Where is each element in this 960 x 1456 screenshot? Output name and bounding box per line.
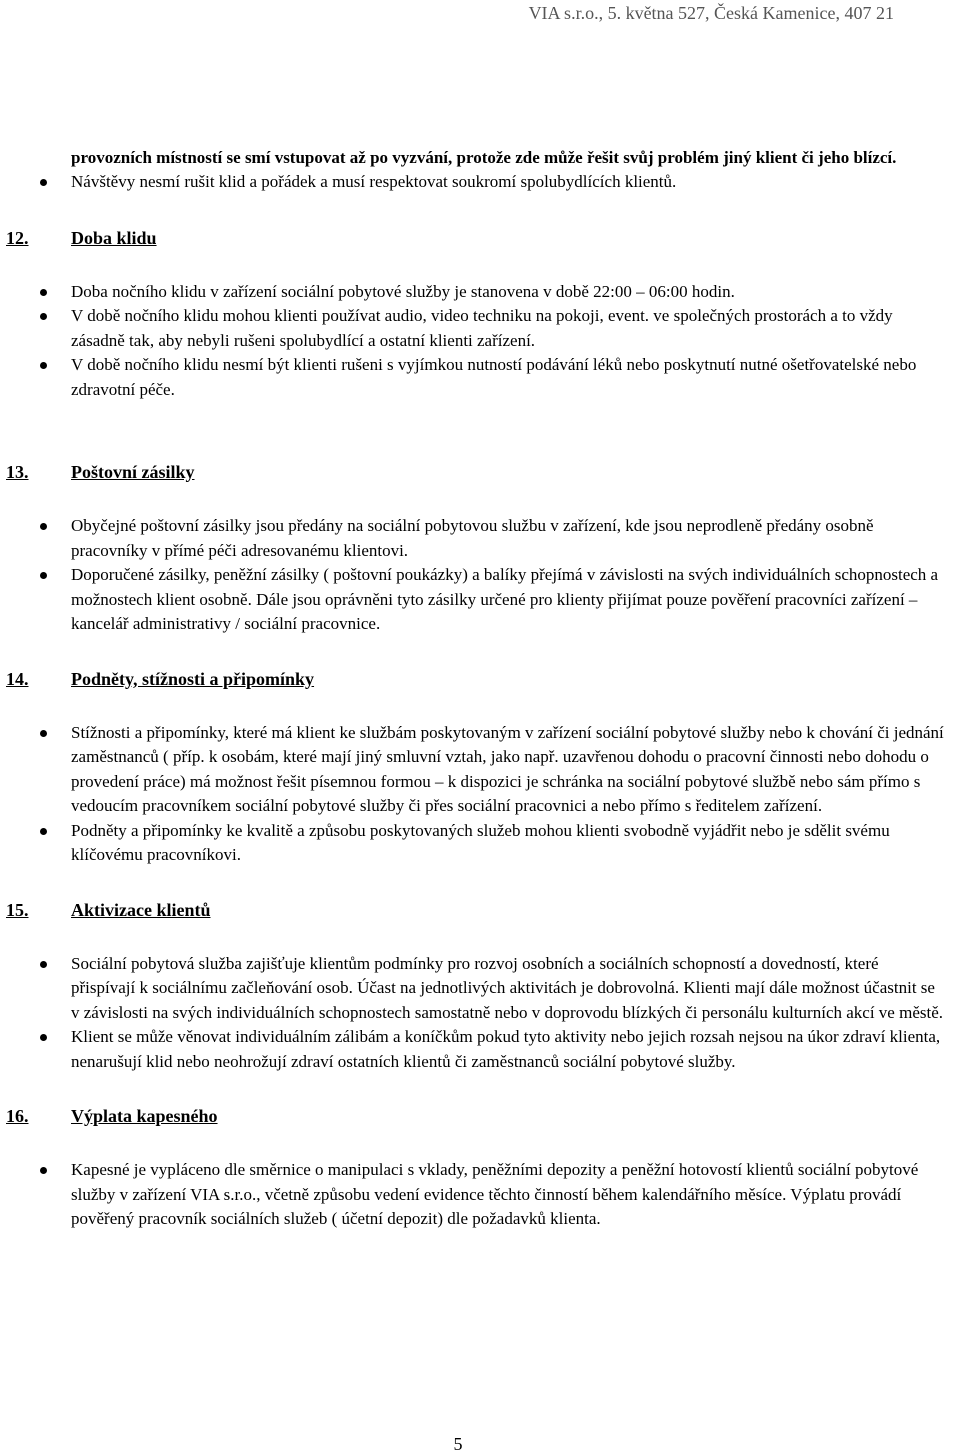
section-number: 16. xyxy=(6,1106,29,1126)
section-heading xyxy=(0,226,960,250)
bullet-item: Doporučené zásilky, peněžní zásilky ( poštovní poukázky) a balíky přejímá v závislosti na svých individuálních schopnostech a možnostech klient osobně. Dále jsou oprávněni tyto zásilky určené pro klienty přijímat pouze pověření pracovníci zařízení – kancelář administrativy / sociální pracovnice. xyxy=(0,563,945,637)
page-header: VIA s.r.o., 5. května 527, Česká Kamenice, 407 21 xyxy=(528,3,894,23)
section-heading xyxy=(0,460,960,484)
section-bullets xyxy=(0,1158,960,1232)
section-title: Aktivizace klientů xyxy=(71,899,211,920)
section-title: Podněty, stížnosti a připomínky xyxy=(71,668,315,689)
section-title: Poštovní zásilky xyxy=(71,462,195,482)
intro-lead: provozních místností se smí vstupovat až po vyzvání, protože zde může řešit svůj problém jiný klient či jeho blízcí. xyxy=(71,148,897,167)
bullet-item: Klient se může věnovat individuálním zálibám a koníčkům pokud tyto aktivity nebo jejich rozsah nejsou na úkor zdraví klienta, nenarušují klid nebo neohrožují zdraví ostatních klientů či zaměstnanců sociální pobytové služby. xyxy=(0,1025,945,1074)
intro-bullets xyxy=(0,170,960,195)
bullet-icon xyxy=(40,1034,47,1041)
page-number: 5 xyxy=(453,1434,463,1454)
section-title: Doba klidu xyxy=(71,227,157,248)
section-bullets xyxy=(0,952,960,1075)
bullet-icon xyxy=(40,313,47,320)
section-number: 12. xyxy=(6,227,29,248)
section-bullets xyxy=(0,721,960,868)
section-bullets xyxy=(0,514,960,637)
bullet-item: Kapesné je vypláceno dle směrnice o manipulaci s vklady, peněžními depozity a peněžní hotovostí klientů sociální pobytové služby v zařízení VIA s.r.o., včetně způsobu vedení evidence těchto činností během kalendářního měsíce. Výplatu provádí pověřený pracovník sociálních služeb ( účetní depozit) dle požadavků klienta. xyxy=(0,1158,945,1232)
section-title: Výplata kapesného xyxy=(71,1106,218,1126)
bullet-icon xyxy=(40,572,47,579)
bullet-item: Sociální pobytová služba zajišťuje klientům podmínky pro rozvoj osobních a sociálních schopností a dovedností, které přispívají k sociálnímu začleňování osob. Účast na jednotlivých aktivitách je dobrovolná. Klienti mají dále možnost účastnit se v závislosti na svých individuálních schopnostech samostatně nebo v doprovodu blízkých či personálu kulturních akcí ve městě. xyxy=(0,952,945,1026)
bullet-item: Návštěvy nesmí rušit klid a pořádek a musí respektovat soukromí spolubydlících klientů. xyxy=(0,170,945,195)
section-heading xyxy=(0,898,960,922)
bullet-icon xyxy=(40,523,47,530)
bullet-icon xyxy=(40,828,47,835)
section-number: 14. xyxy=(6,668,29,689)
bullet-item: Doba nočního klidu v zařízení sociální pobytové služby je stanovena v době 22:00 – 06:00 hodin. xyxy=(0,280,945,305)
section-heading xyxy=(0,1104,960,1128)
bullet-item: Stížnosti a připomínky, které má klient ke službám poskytovaným v zařízení sociální pobytové služby nebo k chování či jednání zaměstnanců ( příp. k osobám, které mají jiný smluvní vztah, jako např. uzavřenou dohodu o pracovní činnosti nebo dohodu o provedení práce) má možnost řešit písemnou formou – k dispozici je schránka na sociální pobytové službě nebo sám přímo s vedoucím pracovníkem sociální pobytové služby či přes sociální pracovnici a nebo přímo s ředitelem zařízení. xyxy=(0,721,945,819)
bullet-icon xyxy=(40,961,47,968)
bullet-icon xyxy=(40,730,47,737)
document-body xyxy=(0,146,960,1232)
bullet-item: V době nočního klidu nesmí být klienti rušeni s vyjímkou nutností podávání léků nebo poskytnutí nutné ošetřovatelské nebo zdravotní péče. xyxy=(0,353,945,402)
section-heading xyxy=(0,667,960,691)
bullet-icon xyxy=(40,179,47,186)
section-bullets xyxy=(0,280,960,403)
bullet-icon xyxy=(40,362,47,369)
bullet-item: V době nočního klidu mohou klienti používat audio, video techniku na pokoji, event. ve společných prostorách a to vždy zásadně tak, aby nebyli rušeni spolubydlící a ostatní klienti zařízení. xyxy=(0,304,945,353)
bullet-item: Obyčejné poštovní zásilky jsou předány na sociální pobytovou službu v zařízení, kde jsou neprodleně předány osobně pracovníky v přímé péči adresovanému klientovi. xyxy=(0,514,945,563)
bullet-icon xyxy=(40,1167,47,1174)
bullet-item: Podněty a připomínky ke kvalitě a způsobu poskytovaných služeb mohou klienti svobodně vyjádřit nebo je sdělit svému klíčovému pracovníkovi. xyxy=(0,819,945,868)
section-number: 13. xyxy=(6,462,29,482)
section-number: 15. xyxy=(6,899,29,920)
bullet-icon xyxy=(40,289,47,296)
